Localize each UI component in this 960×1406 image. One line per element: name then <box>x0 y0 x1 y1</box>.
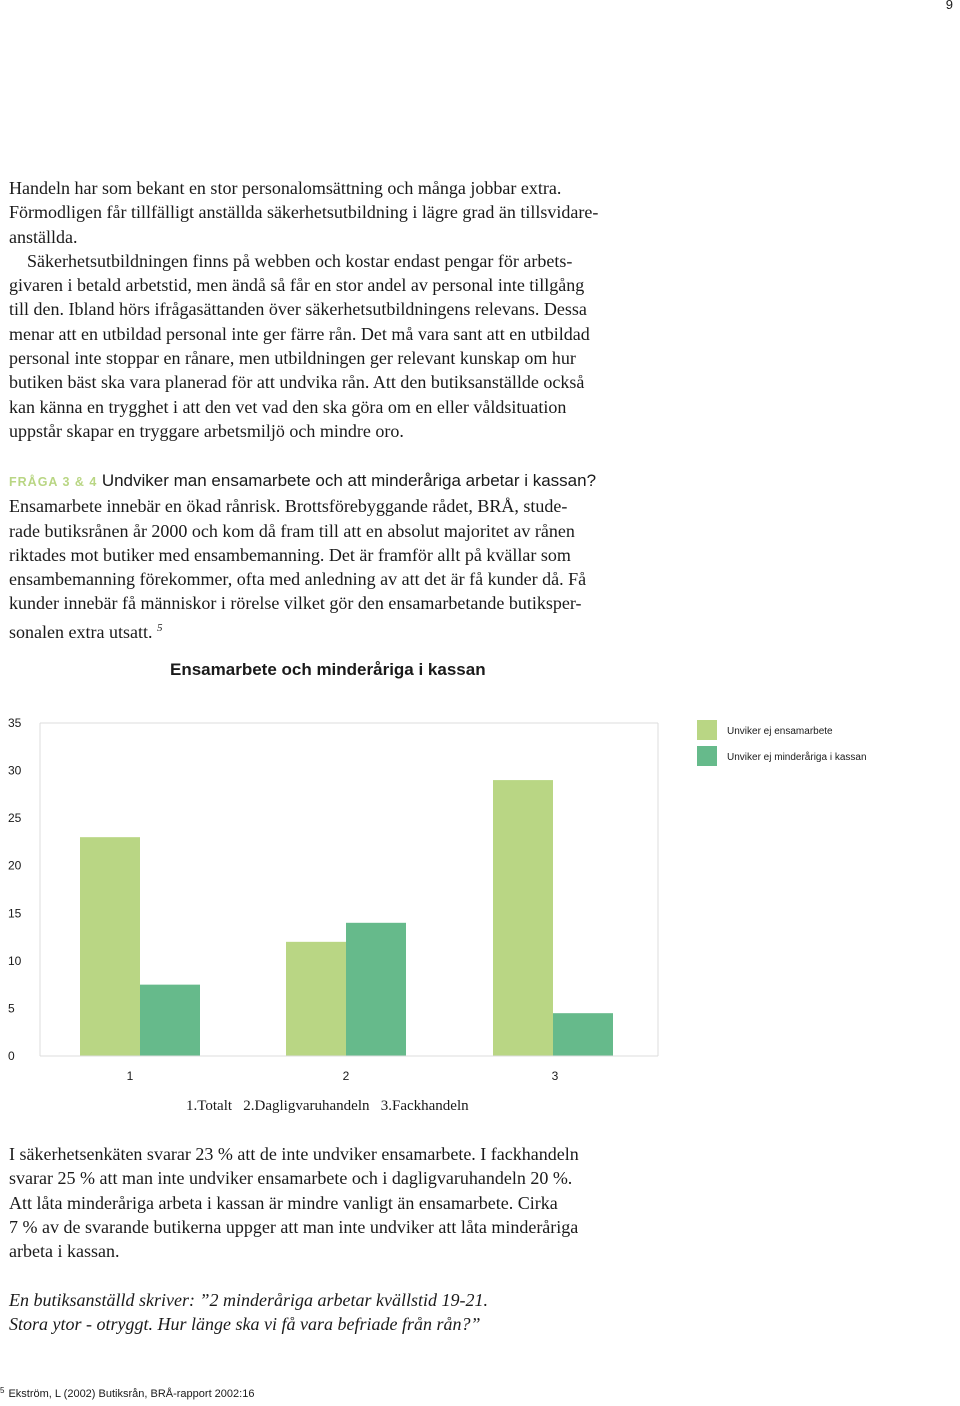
y-axis-ticks <box>8 716 22 1063</box>
text-line: 7 % av de svarande butikerna uppger att man inte undviker att låta minderåriga <box>9 1216 579 1237</box>
legend-label: Unviker ej minderåriga i kassan <box>727 752 867 763</box>
text-line: rade butiksrånen år 2000 och kom då fram till att en absolut majoritet av rånen <box>9 520 575 541</box>
bar-minderariga-2 <box>346 923 406 1056</box>
bar-ensamarbete-3 <box>493 780 553 1056</box>
legend-swatch <box>697 720 717 740</box>
footnote <box>0 1386 254 1400</box>
summary-paragraph <box>9 1142 669 1263</box>
bar-minderariga-1 <box>140 985 200 1056</box>
legend-label: Unviker ej ensamarbete <box>727 726 833 737</box>
x-axis-ticks <box>127 1069 559 1080</box>
y-tick-label: 20 <box>8 858 22 873</box>
text-line: personal inte stoppar en rånare, men utbildningen ger relevant kunskap om hur <box>9 348 576 369</box>
quote-line: Stora ytor - otryggt. Hur länge ska vi få vara befriade från rån?” <box>9 1314 481 1335</box>
text-line: till den. Ibland hörs ifrågasättanden över säkerhetsutbildningens relevans. Dessa <box>9 299 587 320</box>
y-tick-label: 15 <box>8 906 22 921</box>
bars <box>80 780 613 1056</box>
text-line: Att låta minderåriga arbeta i kassan är mindre vanligt än ensamarbete. Cirka <box>9 1192 558 1213</box>
bar-ensamarbete-2 <box>286 942 346 1056</box>
x-tick-label: 3 <box>551 1069 559 1080</box>
y-tick-label: 35 <box>8 716 22 730</box>
text-line: I säkerhetsenkäten svarar 23 % att de inte undviker ensamarbete. I fackhandeln <box>9 1144 579 1164</box>
text-line: Handeln har som bekant en stor personalomsättning och många jobbar extra. <box>9 178 562 198</box>
text-line: menar att en utbildad personal inte ger färre rån. Det må vara sant att en utbildad <box>9 323 590 344</box>
text-line: svarar 25 % att man inte undviker ensamarbete och i dagligvaruhandeln 20 %. <box>9 1168 573 1189</box>
bar-minderariga-3 <box>553 1013 613 1056</box>
quote-line: En butiksanställd skriver: ”2 minderåriga arbetar kvällstid 19-21. <box>9 1290 488 1310</box>
chart-caption: 1.Totalt 2.Dagligvaruhandeln 3.Fackhandeln <box>186 1098 469 1114</box>
question-heading <box>9 468 669 494</box>
text-line: kan känna en trygghet i att den vet vad den ska göra om en eller våldsituation <box>9 396 567 417</box>
legend <box>697 720 867 766</box>
text-line-last <box>9 616 669 644</box>
quote-paragraph <box>9 1288 669 1337</box>
legend-swatch <box>697 746 717 766</box>
text-line: arbeta i kassan. <box>9 1241 120 1262</box>
page-number: 9 <box>945 0 953 12</box>
last-line-text: sonalen extra utsatt. <box>9 621 153 642</box>
bar-ensamarbete-1 <box>80 837 140 1056</box>
question-section <box>9 468 669 644</box>
text-line: kunder innebär få människor i rörelse vilket gör den ensamarbetande butiksper- <box>9 593 582 614</box>
footnote-text: Ekström, L (2002) Butiksrån, BRÅ-rapport 2002:16 <box>8 1388 255 1400</box>
footnote-number: 5 <box>0 1386 5 1395</box>
y-tick-label: 0 <box>8 1049 15 1063</box>
y-tick-label: 30 <box>8 763 22 778</box>
intro-paragraph <box>9 176 669 443</box>
text-line: anställda. <box>9 226 78 247</box>
text-line: Förmodligen får tillfälligt anställda säkerhetsutbildning i lägre grad än tillsvidare- <box>9 202 599 223</box>
bar-chart <box>0 700 960 1080</box>
y-tick-label: 25 <box>8 811 22 826</box>
question-label: FRÅGA 3 & 4 <box>9 475 98 489</box>
x-tick-label: 2 <box>342 1069 350 1080</box>
y-tick-label: 5 <box>8 1001 15 1016</box>
chart-title: Ensamarbete och minderåriga i kassan <box>170 660 486 679</box>
text-line: givaren i betald arbetstid, men ändå så får en stor andel av personal inte tillgång <box>9 275 585 296</box>
y-tick-label: 10 <box>8 953 22 968</box>
text-line: uppstår skapar en tryggare arbetsmiljö och mindre oro. <box>9 420 404 441</box>
x-tick-label: 1 <box>126 1069 134 1080</box>
text-line: butiken bäst ska vara planerad för att undvika rån. Att den butiksanställde också <box>9 372 585 393</box>
question-text: Undviker man ensamarbete och att minderåriga arbetar i kassan? <box>101 471 597 490</box>
footnote-reference: 5 <box>156 621 163 634</box>
text-line: Säkerhetsutbildningen finns på webben och kostar endast pengar för arbets- <box>9 250 573 271</box>
text-line: riktades mot butiker med ensambemanning. Det är framför allt på kvällar som <box>9 544 571 565</box>
text-line: Ensamarbete innebär en ökad rånrisk. Brottsförebyggande rådet, BRÅ, stude- <box>9 496 568 517</box>
text-line: ensambemanning förekommer, ofta med anledning av att det är få kunder då. Få <box>9 569 587 590</box>
